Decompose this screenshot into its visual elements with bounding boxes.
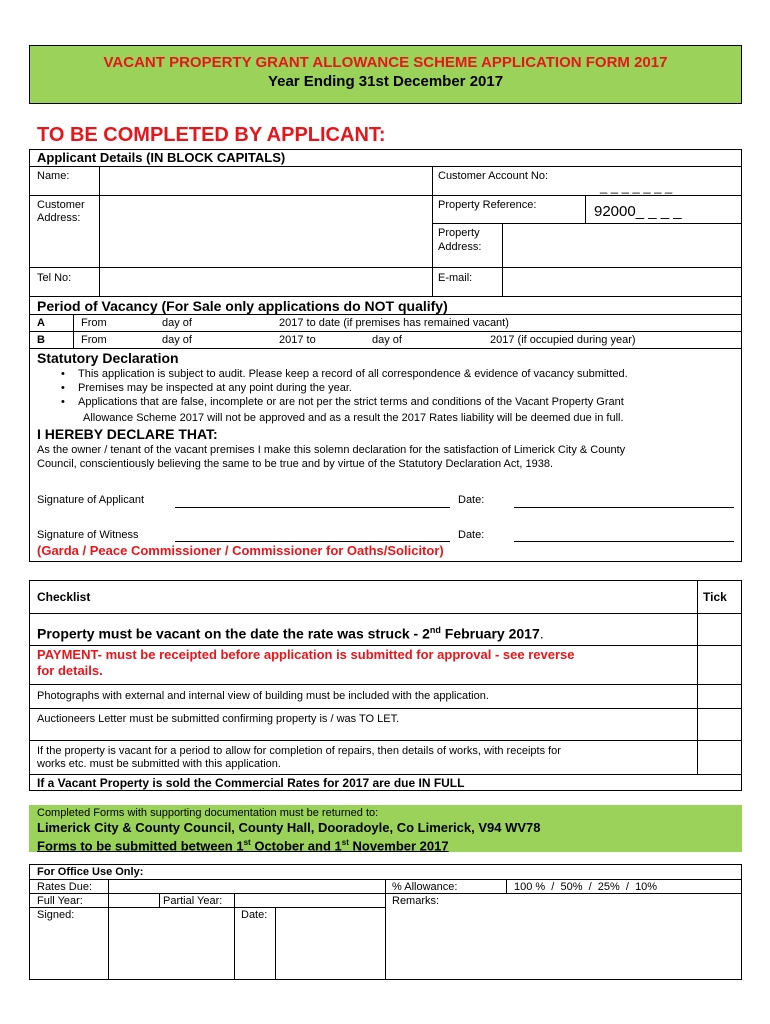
customer-address-field[interactable]	[100, 196, 432, 267]
return-address: Limerick City & County Council, County Hall, Dooradoyle, Co Limerick, V94 WV78	[37, 820, 541, 835]
allowance-label: % Allowance:	[392, 881, 458, 893]
allowance-options[interactable]: 100 % / 50% / 25% / 10%	[514, 881, 658, 893]
return-info-line-1: Completed Forms with supporting documentation must be returned to:	[37, 807, 379, 819]
checklist-item-auctioneers: Auctioneers Letter must be submitted confirming property is / was TO LET.	[37, 713, 400, 725]
tick-box-auctioneers[interactable]	[698, 709, 741, 740]
customer-address-label-2: Address:	[37, 212, 81, 224]
vacancy-row-a-dayof: day of	[162, 317, 192, 329]
signature-witness-line[interactable]	[175, 541, 450, 542]
declare-text-2: Council, conscientiously believing the same to be true and by virtue of the Statutory Declaration Act, 1938.	[37, 458, 554, 470]
email-label: E-mail:	[438, 272, 473, 284]
vacancy-row-b-text: 2017 (if occupied during year)	[490, 334, 636, 346]
bullet-audit: • This application is subject to audit. Please keep a record of all correspondence & evidence of vacancy submitted.	[37, 367, 742, 381]
witness-note: (Garda / Peace Commissioner / Commissioner for Oaths/Solicitor)	[37, 543, 444, 558]
date-2-line[interactable]	[514, 541, 734, 542]
vacancy-row-b-dayof-2: day of	[372, 334, 402, 346]
signature-applicant-line[interactable]	[175, 507, 450, 508]
tel-label: Tel No:	[37, 272, 72, 284]
checklist-item-payment-2: for details.	[37, 663, 103, 678]
property-address-label-1: Property	[438, 227, 480, 239]
tick-box-payment[interactable]	[698, 646, 741, 684]
property-reference-label: Property Reference:	[438, 199, 537, 211]
form-subtitle: Year Ending 31st December 2017	[267, 73, 504, 90]
signed-label: Signed:	[37, 909, 75, 921]
form-title-banner	[29, 45, 742, 104]
customer-account-field[interactable]: _ _ _ _ _ _ _	[600, 179, 673, 194]
declare-heading: I HEREBY DECLARE THAT:	[37, 426, 218, 442]
tick-heading: Tick	[703, 590, 727, 604]
office-date-label: Date:	[241, 909, 268, 921]
checklist-item-repairs-2: works etc. must be submitted with this application.	[37, 758, 281, 770]
vacancy-row-b-dayof: day of	[162, 334, 192, 346]
date-1-line[interactable]	[514, 507, 734, 508]
return-dates: Forms to be submitted between 1st October and 1st November 2017	[37, 838, 449, 854]
customer-address-label-1: Customer	[37, 199, 85, 211]
tick-box-photographs[interactable]	[698, 685, 741, 708]
checklist-item-sold: If a Vacant Property is sold the Commercial Rates for 2017 are due IN FULL	[37, 776, 465, 790]
statutory-bullets	[37, 367, 742, 409]
vacancy-heading: Period of Vacancy (For Sale only applications do NOT qualify)	[37, 298, 448, 314]
form-title: VACANT PROPERTY GRANT ALLOWANCE SCHEME APPLICATION FORM 2017	[103, 54, 668, 71]
name-label: Name:	[37, 170, 70, 182]
tick-box-vacant[interactable]	[698, 614, 741, 645]
date-1-label: Date:	[458, 494, 485, 506]
checklist-item-payment-1: PAYMENT- must be receipted before application is submitted for approval - see reverse	[37, 647, 575, 662]
email-field[interactable]	[503, 268, 741, 296]
signature-applicant-label: Signature of Applicant	[37, 494, 145, 506]
checklist-heading: Checklist	[37, 590, 91, 604]
tel-field[interactable]	[100, 268, 432, 296]
declare-text-1: As the owner / tenant of the vacant premises I make this solemn declaration for the satisfaction of Limerick City & County	[37, 444, 626, 456]
tick-box-repairs[interactable]	[698, 741, 741, 774]
checklist-item-repairs-1: If the property is vacant for a period to allow for completion of repairs, then details of works, with receipts for	[37, 745, 561, 757]
remarks-label: Remarks:	[392, 895, 440, 907]
property-address-label-2: Address:	[438, 241, 482, 253]
statutory-heading: Statutory Declaration	[37, 350, 179, 366]
vacancy-row-b-letter: B	[37, 334, 45, 346]
full-year-label: Full Year:	[37, 895, 83, 907]
bullet-inspection: • Premises may be inspected at any point during the year.	[37, 381, 742, 395]
applicant-section-heading: TO BE COMPLETED BY APPLICANT:	[37, 124, 386, 146]
partial-year-label: Partial Year:	[163, 895, 223, 907]
bullet-false-applications-cont: Allowance Scheme 2017 will not be approved and as a result the 2017 Rates liability will be deemed due in full.	[83, 412, 624, 424]
checklist-item-vacant: Property must be vacant on the date the rate was struck - 2nd February 2017.	[37, 625, 544, 642]
applicant-details-heading: Applicant Details (IN BLOCK CAPITALS)	[37, 150, 286, 165]
name-field[interactable]	[100, 167, 432, 195]
vacancy-row-a-from: From	[81, 317, 107, 329]
property-address-field[interactable]	[503, 224, 741, 267]
rates-due-label: Rates Due:	[37, 881, 93, 893]
vacancy-row-b-to: 2017 to	[279, 334, 316, 346]
vacancy-row-b-from: From	[81, 334, 107, 346]
bullet-false-applications: • Applications that are false, incomplete or are not per the strict terms and conditions of the Vacant Property Grant	[37, 395, 742, 409]
property-reference-field[interactable]: 92000_ _ _ _	[594, 203, 682, 220]
office-use-heading: For Office Use Only:	[37, 866, 144, 878]
checklist-item-photographs: Photographs with external and internal view of building must be included with the application.	[37, 690, 489, 702]
vacancy-row-a-letter: A	[37, 317, 45, 329]
signature-witness-label: Signature of Witness	[37, 529, 139, 541]
date-2-label: Date:	[458, 529, 485, 541]
vacancy-row-a-text: 2017 to date (if premises has remained vacant)	[279, 317, 509, 329]
customer-account-label: Customer Account No:	[438, 170, 549, 182]
